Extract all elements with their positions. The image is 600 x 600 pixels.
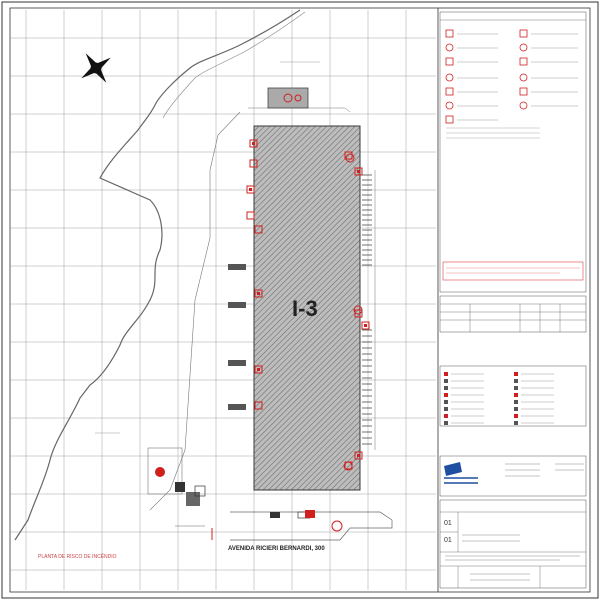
occupancy-symbol (444, 386, 448, 390)
occupancy-symbol (514, 414, 518, 418)
occupancy-symbol (514, 421, 518, 425)
occupancy-symbol (444, 379, 448, 383)
site-path (150, 112, 240, 510)
left-equipment (228, 264, 246, 410)
sheet-total: 01 (444, 520, 452, 527)
north-arrow-icon (79, 51, 113, 85)
building-label: I-3 (292, 296, 318, 321)
occupancy-symbol (444, 393, 448, 397)
occupancy-symbol (444, 372, 448, 376)
company-logo (444, 462, 462, 476)
street-name: AVENIDA RICIERI BERNARDI, 300 (228, 546, 325, 552)
occupancy-symbol (514, 400, 518, 404)
guard-house (268, 88, 308, 108)
occupancy-symbol (514, 379, 518, 383)
occupancy-symbol (444, 414, 448, 418)
area-table (440, 296, 586, 332)
occupancy-table (440, 366, 586, 426)
plan-title: PLANTA DE RISCO DE INCÊNDIO (38, 554, 117, 560)
coordinate-grid (10, 10, 436, 590)
occupancy-symbol (514, 393, 518, 397)
loading-dock-right-top (362, 175, 372, 265)
occupancy-symbol (444, 400, 448, 404)
hydrant-icon (155, 467, 165, 477)
occupancy-symbol (514, 407, 518, 411)
occupancy-symbol (444, 421, 448, 425)
occupancy-symbol (444, 407, 448, 411)
occupancy-symbol (514, 386, 518, 390)
sheet-number: 01 (444, 537, 452, 544)
legend-box (440, 12, 586, 292)
loading-dock-right-bottom (362, 330, 372, 444)
occupancy-symbol (514, 372, 518, 376)
title-block (440, 500, 586, 588)
